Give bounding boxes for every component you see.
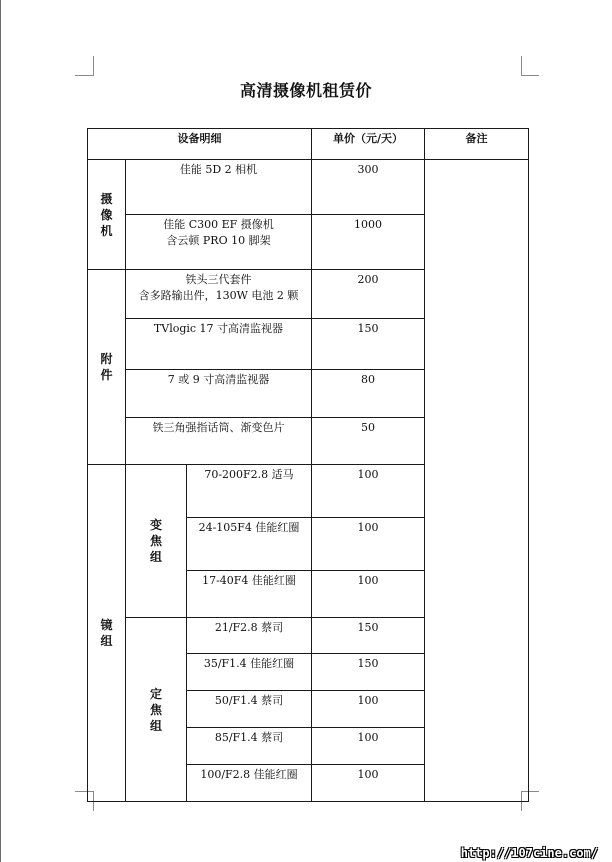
group-label-char: 焦 <box>149 702 162 717</box>
site-watermark: http://107cine.com/ <box>460 846 598 860</box>
item-cell: 佳能 5D 2 相机 <box>126 160 312 215</box>
crop-mark-top-left-v <box>93 56 94 76</box>
header-remark: 备注 <box>425 129 529 160</box>
group-label-char: 变 <box>149 518 162 532</box>
remark-cell <box>425 160 529 802</box>
header-price: 单价（元/天） <box>312 129 425 160</box>
header-device: 设备明细 <box>88 129 312 160</box>
group-label-char: 焦 <box>149 534 162 548</box>
crop-mark-top-left-h <box>75 75 94 76</box>
group-label-char: 件 <box>100 368 113 382</box>
price-cell: 150 <box>312 618 425 654</box>
price-cell: 200 <box>312 270 425 319</box>
item-cell: 70-200F2.8 适马 <box>187 465 312 518</box>
item-cell: 21/F2.8 蔡司 <box>187 618 312 654</box>
group-label-char: 像 <box>100 207 113 222</box>
price-cell: 100 <box>312 571 425 618</box>
price-cell: 100 <box>312 728 425 765</box>
group-label-char: 机 <box>100 223 113 238</box>
page-left-border <box>0 0 1 862</box>
price-cell: 80 <box>312 370 425 418</box>
group-label-char: 组 <box>149 550 162 564</box>
page-title: 高清摄像机租赁价 <box>239 81 372 100</box>
item-cell: 50/F1.4 蔡司 <box>187 691 312 728</box>
group-label-char: 组 <box>100 634 113 648</box>
item-cell: 100/F2.8 佳能红圈 <box>187 765 312 802</box>
item-cell: 24-105F4 佳能红圈 <box>187 518 312 571</box>
price-cell: 50 <box>312 418 425 465</box>
price-cell: 150 <box>312 654 425 691</box>
group-prime <box>126 618 187 802</box>
crop-mark-top-right-v <box>521 56 522 76</box>
item-cell: TVlogic 17 寸高清监视器 <box>126 319 312 370</box>
item-cell: 35/F1.4 佳能红圈 <box>187 654 312 691</box>
group-accessory <box>88 270 126 465</box>
crop-mark-top-right-h <box>521 75 539 76</box>
price-cell: 100 <box>312 518 425 571</box>
item-cell: 铁头三代套件 含多路输出件，130W 电池 2 颗 <box>126 270 312 319</box>
item-cell: 铁三角强指话筒、渐变色片 <box>126 418 312 465</box>
item-cell: 17-40F4 佳能红圈 <box>187 571 312 618</box>
table-header-row <box>88 129 529 160</box>
price-cell: 1000 <box>312 215 425 270</box>
item-cell: 7 或 9 寸高清监视器 <box>126 370 312 418</box>
item-cell: 佳能 C300 EF 摄像机 含云顿 PRO 10 脚架 <box>126 215 312 270</box>
group-label-char: 定 <box>149 686 162 701</box>
price-cell: 100 <box>312 691 425 728</box>
price-cell: 150 <box>312 319 425 370</box>
table-row <box>88 160 529 215</box>
price-cell: 300 <box>312 160 425 215</box>
group-label-char: 摄 <box>100 191 113 206</box>
rental-price-table <box>87 128 529 802</box>
price-cell: 100 <box>312 465 425 518</box>
group-label-char: 镜 <box>100 618 113 632</box>
group-label-char: 附 <box>100 352 113 366</box>
group-label-char: 组 <box>149 718 162 733</box>
group-lens <box>88 465 126 802</box>
item-cell: 85/F1.4 蔡司 <box>187 728 312 765</box>
group-camera <box>88 160 126 270</box>
group-zoom <box>126 465 187 618</box>
price-cell: 100 <box>312 765 425 802</box>
